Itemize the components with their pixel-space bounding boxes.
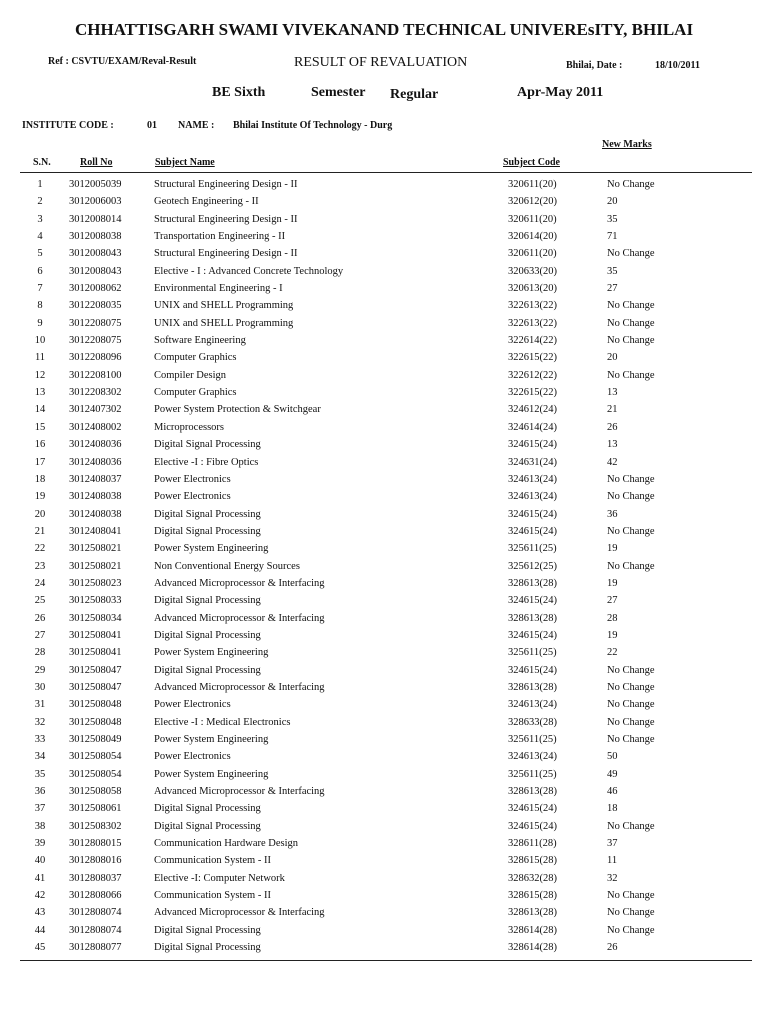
subject-code-cell: 325611(25) <box>508 543 557 555</box>
new-marks-cell: 32 <box>607 872 618 884</box>
new-marks-cell: 42 <box>607 456 618 468</box>
table-row <box>20 332 752 349</box>
new-marks-cell: No Change <box>607 300 655 312</box>
subject-name-cell: Communication Hardware Design <box>154 838 299 850</box>
subject-code-cell: 322614(22) <box>508 335 557 347</box>
table-row <box>20 454 752 471</box>
roll-no-cell: 3012508048 <box>69 699 122 711</box>
subject-code-cell: 320614(20) <box>508 231 557 243</box>
table-row <box>20 297 752 314</box>
table-row <box>20 263 752 280</box>
table-row <box>20 488 752 505</box>
subject-name-cell: Power System Engineering <box>154 768 269 780</box>
exam-session: Apr-May 2011 <box>517 85 604 100</box>
subject-code-cell: 324631(24) <box>508 456 557 468</box>
roll-no-cell: 3012808074 <box>69 924 122 936</box>
new-marks-cell: No Change <box>607 369 655 381</box>
sn-cell: 6 <box>37 265 43 277</box>
new-marks-cell: 19 <box>607 577 618 589</box>
table-row <box>20 800 752 817</box>
new-marks-cell: 36 <box>607 508 618 520</box>
new-marks-cell: 20 <box>607 352 618 364</box>
subject-code-cell: 322612(22) <box>508 369 557 381</box>
roll-no-cell: 3012208096 <box>69 352 122 364</box>
sn-cell: 43 <box>34 907 46 919</box>
table-row <box>20 193 752 210</box>
new-marks-cell: 35 <box>607 213 618 225</box>
new-marks-cell: No Change <box>607 907 655 919</box>
subject-name-cell: Digital Signal Processing <box>154 508 261 520</box>
subject-name-cell: Microprocessors <box>154 421 224 433</box>
table-row <box>20 939 752 956</box>
sn-cell: 37 <box>34 803 46 815</box>
new-marks-cell: 19 <box>607 543 618 555</box>
sn-cell: 28 <box>34 647 46 659</box>
exam-type: Regular <box>390 87 439 102</box>
subject-name-cell: Power Electronics <box>154 491 231 503</box>
subject-name-cell: Advanced Microprocessor & Interfacing <box>154 786 325 798</box>
table-row <box>20 506 752 523</box>
subject-code-cell: 325611(25) <box>508 647 557 659</box>
subject-name-cell: Power Electronics <box>154 699 231 711</box>
subject-name-cell: Digital Signal Processing <box>154 629 261 641</box>
subject-name-cell: Power System Engineering <box>154 543 269 555</box>
university-title: CHHATTISGARH SWAMI VIVEKANAND TECHNICAL UNIVEREsITY, BHILAI <box>74 20 694 39</box>
new-marks-cell: No Change <box>607 491 655 503</box>
subject-name-cell: Digital Signal Processing <box>154 942 261 954</box>
subject-code-cell: 328611(28) <box>508 838 557 850</box>
sn-cell: 11 <box>34 352 46 364</box>
subject-code-cell: 324614(24) <box>508 421 557 433</box>
table-row <box>20 870 752 887</box>
table-row <box>20 540 752 557</box>
new-marks-cell: 46 <box>607 786 618 798</box>
sn-cell: 15 <box>34 421 46 433</box>
table-row <box>20 818 752 835</box>
new-marks-cell: 28 <box>607 612 618 624</box>
table-row <box>20 644 752 661</box>
sn-cell: 17 <box>34 456 46 468</box>
new-marks-cell: No Change <box>607 560 655 572</box>
roll-no-cell: 3012508021 <box>69 543 122 555</box>
table-row <box>20 835 752 852</box>
institute-name: Bhilai Institute Of Technology - Durg <box>233 120 393 131</box>
sn-cell: 12 <box>34 369 46 381</box>
subject-code-cell: 324612(24) <box>508 404 557 416</box>
new-marks-cell: 18 <box>607 803 618 815</box>
subject-name-cell: Digital Signal Processing <box>154 525 261 537</box>
subject-code-cell: 320613(20) <box>508 283 557 295</box>
table-row <box>20 679 752 696</box>
reference-number: Ref : CSVTU/EXAM/Reval-Result <box>48 56 197 67</box>
subject-name-cell: Digital Signal Processing <box>154 803 261 815</box>
table-row <box>20 922 752 939</box>
sn-cell: 21 <box>34 525 46 537</box>
roll-no-cell: 3012808037 <box>69 872 122 884</box>
table-row <box>20 748 752 765</box>
sn-cell: 22 <box>34 543 46 555</box>
table-row <box>20 575 752 592</box>
roll-no-cell: 3012508033 <box>69 595 122 607</box>
subject-code-cell: 324615(24) <box>508 820 557 832</box>
subject-code-cell: 324615(24) <box>508 803 557 815</box>
column-header-new-marks: New Marks <box>602 139 652 150</box>
institute-code-label: INSTITUTE CODE : <box>22 120 114 131</box>
new-marks-cell: No Change <box>607 681 655 693</box>
subject-name-cell: Compiler Design <box>154 369 227 381</box>
subject-code-cell: 328633(28) <box>508 716 557 728</box>
roll-no-cell: 3012408036 <box>69 439 122 451</box>
sn-cell: 44 <box>34 924 46 936</box>
new-marks-cell: 26 <box>607 421 618 433</box>
subject-code-cell: 324615(24) <box>508 595 557 607</box>
subject-code-cell: 328613(28) <box>508 612 557 624</box>
subject-name-cell: Power Electronics <box>154 473 231 485</box>
table-row <box>20 315 752 332</box>
roll-no-cell: 3012508049 <box>69 734 122 745</box>
table-row <box>20 714 752 731</box>
table-row <box>20 471 752 488</box>
result-table <box>20 176 752 956</box>
subject-code-cell: 320611(20) <box>508 248 557 260</box>
roll-no-cell: 3012508047 <box>69 681 122 693</box>
subject-name-cell: Elective -I : Fibre Optics <box>154 456 259 468</box>
sn-cell: 20 <box>34 508 46 520</box>
new-marks-cell: No Change <box>607 699 655 711</box>
subject-code-cell: 325612(25) <box>508 560 557 572</box>
subject-code-cell: 320633(20) <box>508 265 557 277</box>
new-marks-cell: 50 <box>607 751 618 763</box>
new-marks-cell: 11 <box>607 855 618 867</box>
roll-no-cell: 3012008062 <box>69 283 122 295</box>
sn-cell: 33 <box>34 734 46 745</box>
sn-cell: 35 <box>34 768 46 780</box>
subject-name-cell: Elective -I : Medical Electronics <box>154 716 291 728</box>
roll-no-cell: 3012508041 <box>69 629 122 641</box>
subject-name-cell: Communication System - II <box>154 855 271 867</box>
table-bottom-rule <box>20 960 752 961</box>
roll-no-cell: 3012208075 <box>69 335 122 347</box>
subject-code-cell: 320612(20) <box>508 196 557 208</box>
table-row <box>20 592 752 609</box>
subject-name-cell: Advanced Microprocessor & Interfacing <box>154 612 325 624</box>
roll-no-cell: 3012208075 <box>69 317 122 329</box>
sn-cell: 2 <box>37 196 43 208</box>
new-marks-cell: No Change <box>607 820 655 832</box>
new-marks-cell: 13 <box>607 387 618 399</box>
subject-name-cell: Elective -I: Computer Network <box>154 872 285 884</box>
new-marks-cell: No Change <box>607 664 655 676</box>
subject-code-cell: 328632(28) <box>508 872 557 884</box>
subject-name-cell: Transportation Engineering - II <box>154 231 286 243</box>
roll-no-cell: 3012808066 <box>69 890 122 902</box>
sn-cell: 16 <box>34 439 46 451</box>
table-row <box>20 783 752 800</box>
subject-code-cell: 328613(28) <box>508 681 557 693</box>
subject-name-cell: Advanced Microprocessor & Interfacing <box>154 577 325 589</box>
table-row <box>20 766 752 783</box>
subject-name-cell: Power System Engineering <box>154 734 269 745</box>
sn-cell: 32 <box>34 716 46 728</box>
new-marks-cell: No Change <box>607 248 655 260</box>
sn-cell: 36 <box>34 786 46 798</box>
new-marks-cell: 27 <box>607 283 618 295</box>
table-row <box>20 904 752 921</box>
sn-cell: 8 <box>37 300 43 312</box>
roll-no-cell: 3012408041 <box>69 525 122 537</box>
subject-code-cell: 320611(20) <box>508 179 557 190</box>
subject-name-cell: Computer Graphics <box>154 387 237 399</box>
sn-cell: 25 <box>34 595 46 607</box>
roll-no-cell: 3012508054 <box>69 751 122 763</box>
roll-no-cell: 3012508058 <box>69 786 122 798</box>
new-marks-cell: No Change <box>607 525 655 537</box>
roll-no-cell: 3012208035 <box>69 300 122 312</box>
table-row <box>20 419 752 436</box>
institute-name-label: NAME : <box>178 120 215 131</box>
subject-name-cell: Structural Engineering Design - II <box>154 213 298 225</box>
roll-no-cell: 3012508302 <box>69 820 122 832</box>
roll-no-cell: 3012008043 <box>69 248 122 260</box>
table-row <box>20 228 752 245</box>
subject-code-cell: 324615(24) <box>508 508 557 520</box>
table-top-rule <box>20 172 752 173</box>
table-row <box>20 176 752 193</box>
subject-code-cell: 328614(28) <box>508 924 557 936</box>
table-row <box>20 852 752 869</box>
subject-name-cell: Communication System - II <box>154 890 271 902</box>
subject-name-cell: Software Engineering <box>154 335 246 347</box>
roll-no-cell: 3012508047 <box>69 664 122 676</box>
subject-name-cell: Advanced Microprocessor & Interfacing <box>154 907 325 919</box>
subject-name-cell: Digital Signal Processing <box>154 820 261 832</box>
table-row <box>20 436 752 453</box>
new-marks-cell: 19 <box>607 629 618 641</box>
sn-cell: 3 <box>37 213 43 225</box>
new-marks-cell: 20 <box>607 196 618 208</box>
table-row <box>20 384 752 401</box>
table-row <box>20 367 752 384</box>
subject-code-cell: 324615(24) <box>508 439 557 451</box>
sn-cell: 18 <box>34 473 46 485</box>
subject-code-cell: 328615(28) <box>508 890 557 902</box>
sn-cell: 4 <box>37 231 43 243</box>
roll-no-cell: 3012508034 <box>69 612 122 624</box>
sn-cell: 14 <box>34 404 46 416</box>
new-marks-cell: No Change <box>607 473 655 485</box>
table-row <box>20 627 752 644</box>
subject-code-cell: 328613(28) <box>508 577 557 589</box>
subject-code-cell: 322615(22) <box>508 352 557 364</box>
new-marks-cell: No Change <box>607 924 655 936</box>
sn-cell: 29 <box>34 664 46 676</box>
table-row <box>20 349 752 366</box>
sn-cell: 42 <box>34 890 46 902</box>
new-marks-cell: 26 <box>607 942 618 954</box>
new-marks-cell: 22 <box>607 647 618 659</box>
sn-cell: 10 <box>34 335 46 347</box>
roll-no-cell: 3012508054 <box>69 768 122 780</box>
new-marks-cell: 21 <box>607 404 618 416</box>
new-marks-cell: 35 <box>607 265 618 277</box>
roll-no-cell: 3012808015 <box>69 838 122 850</box>
subject-code-cell: 322615(22) <box>508 387 557 399</box>
roll-no-cell: 3012808016 <box>69 855 122 867</box>
roll-no-cell: 3012508041 <box>69 647 122 659</box>
roll-no-cell: 3012808077 <box>69 942 122 954</box>
subject-name-cell: Advanced Microprocessor & Interfacing <box>154 681 325 693</box>
subject-code-cell: 324613(24) <box>508 699 557 711</box>
table-row <box>20 211 752 228</box>
sn-cell: 1 <box>37 179 43 190</box>
sn-cell: 45 <box>34 942 46 954</box>
table-row <box>20 731 752 748</box>
roll-no-cell: 3012407302 <box>69 404 122 416</box>
roll-no-cell: 3012008043 <box>69 265 122 277</box>
table-row <box>20 696 752 713</box>
semester-label: Semester <box>311 85 366 100</box>
subject-name-cell: Geotech Engineering - II <box>154 196 259 208</box>
sn-cell: 30 <box>34 681 46 693</box>
table-row <box>20 662 752 679</box>
new-marks-cell: 27 <box>607 595 618 607</box>
new-marks-cell: No Change <box>607 716 655 728</box>
table-row <box>20 401 752 418</box>
new-marks-cell: 13 <box>607 439 618 451</box>
subject-code-cell: 322613(22) <box>508 300 557 312</box>
subject-name-cell: Power System Engineering <box>154 647 269 659</box>
sn-cell: 5 <box>37 248 43 260</box>
roll-no-cell: 3012008038 <box>69 231 122 243</box>
sn-cell: 41 <box>34 872 46 884</box>
institute-code: 01 <box>147 120 157 131</box>
subject-code-cell: 324613(24) <box>508 751 557 763</box>
subject-code-cell: 324613(24) <box>508 491 557 503</box>
roll-no-cell: 3012006003 <box>69 196 122 208</box>
roll-no-cell: 3012508021 <box>69 560 122 572</box>
roll-no-cell: 3012208100 <box>69 369 122 381</box>
subject-code-cell: 324615(24) <box>508 525 557 537</box>
subject-code-cell: 328613(28) <box>508 907 557 919</box>
roll-no-cell: 3012408036 <box>69 456 122 468</box>
subject-code-cell: 320611(20) <box>508 213 557 225</box>
subject-name-cell: Elective - I : Advanced Concrete Technology <box>154 265 344 277</box>
subject-name-cell: UNIX and SHELL Programming <box>154 300 294 312</box>
sn-cell: 19 <box>34 491 46 503</box>
subject-name-cell: Computer Graphics <box>154 352 237 364</box>
sn-cell: 31 <box>34 699 46 711</box>
sn-cell: 39 <box>34 838 46 850</box>
sn-cell: 7 <box>37 283 43 295</box>
column-header-subject-name: Subject Name <box>155 157 215 168</box>
column-header-roll-no: Roll No <box>80 157 113 168</box>
sn-cell: 27 <box>34 629 46 641</box>
table-row <box>20 245 752 262</box>
sn-cell: 23 <box>34 560 46 572</box>
subject-code-cell: 325611(25) <box>508 768 557 780</box>
new-marks-cell: No Change <box>607 335 655 347</box>
table-row <box>20 523 752 540</box>
roll-no-cell: 3012208302 <box>69 387 122 399</box>
subject-name-cell: Environmental Engineering - I <box>154 283 283 295</box>
subject-name-cell: Digital Signal Processing <box>154 439 261 451</box>
roll-no-cell: 3012408002 <box>69 421 122 433</box>
new-marks-cell: No Change <box>607 179 655 190</box>
date-label: Bhilai, Date : <box>566 60 623 71</box>
subject-name-cell: Power Electronics <box>154 751 231 763</box>
new-marks-cell: 71 <box>607 231 618 243</box>
table-row <box>20 610 752 627</box>
roll-no-cell: 3012508048 <box>69 716 122 728</box>
subject-code-cell: 324615(24) <box>508 664 557 676</box>
roll-no-cell: 3012408038 <box>69 508 122 520</box>
sn-cell: 26 <box>34 612 46 624</box>
new-marks-cell: 49 <box>607 768 618 780</box>
sn-cell: 13 <box>34 387 46 399</box>
table-row <box>20 558 752 575</box>
subject-code-cell: 325611(25) <box>508 734 557 745</box>
column-header-subject-code: Subject Code <box>503 157 560 168</box>
new-marks-cell: No Change <box>607 317 655 329</box>
subject-name-cell: Digital Signal Processing <box>154 595 261 607</box>
subject-code-cell: 324613(24) <box>508 473 557 485</box>
roll-no-cell: 3012408038 <box>69 491 122 503</box>
roll-no-cell: 3012808074 <box>69 907 122 919</box>
table-row <box>20 887 752 904</box>
date-value: 18/10/2011 <box>655 60 701 71</box>
document-title: RESULT OF REVALUATION <box>294 55 468 70</box>
subject-name-cell: UNIX and SHELL Programming <box>154 317 294 329</box>
column-header-sn: S.N. <box>33 157 51 168</box>
subject-name-cell: Digital Signal Processing <box>154 924 261 936</box>
subject-code-cell: 328613(28) <box>508 786 557 798</box>
new-marks-cell: No Change <box>607 890 655 902</box>
roll-no-cell: 3012408037 <box>69 473 122 485</box>
subject-code-cell: 328614(28) <box>508 942 557 954</box>
subject-name-cell: Digital Signal Processing <box>154 664 261 676</box>
roll-no-cell: 3012008014 <box>69 213 122 225</box>
new-marks-cell: No Change <box>607 734 655 745</box>
subject-name-cell: Non Conventional Energy Sources <box>154 560 300 572</box>
subject-name-cell: Power System Protection & Switchgear <box>154 404 321 416</box>
sn-cell: 9 <box>37 317 43 329</box>
subject-code-cell: 322613(22) <box>508 317 557 329</box>
sn-cell: 40 <box>34 855 46 867</box>
subject-code-cell: 324615(24) <box>508 629 557 641</box>
course-label: BE Sixth <box>212 85 266 100</box>
new-marks-cell: 37 <box>607 838 618 850</box>
sn-cell: 24 <box>34 577 46 589</box>
subject-name-cell: Structural Engineering Design - II <box>154 248 298 260</box>
sn-cell: 34 <box>34 751 46 763</box>
subject-code-cell: 328615(28) <box>508 855 557 867</box>
roll-no-cell: 3012508061 <box>69 803 122 815</box>
subject-name-cell: Structural Engineering Design - II <box>154 179 298 190</box>
sn-cell: 38 <box>34 820 46 832</box>
table-row <box>20 280 752 297</box>
roll-no-cell: 3012005039 <box>69 179 122 190</box>
roll-no-cell: 3012508023 <box>69 577 122 589</box>
